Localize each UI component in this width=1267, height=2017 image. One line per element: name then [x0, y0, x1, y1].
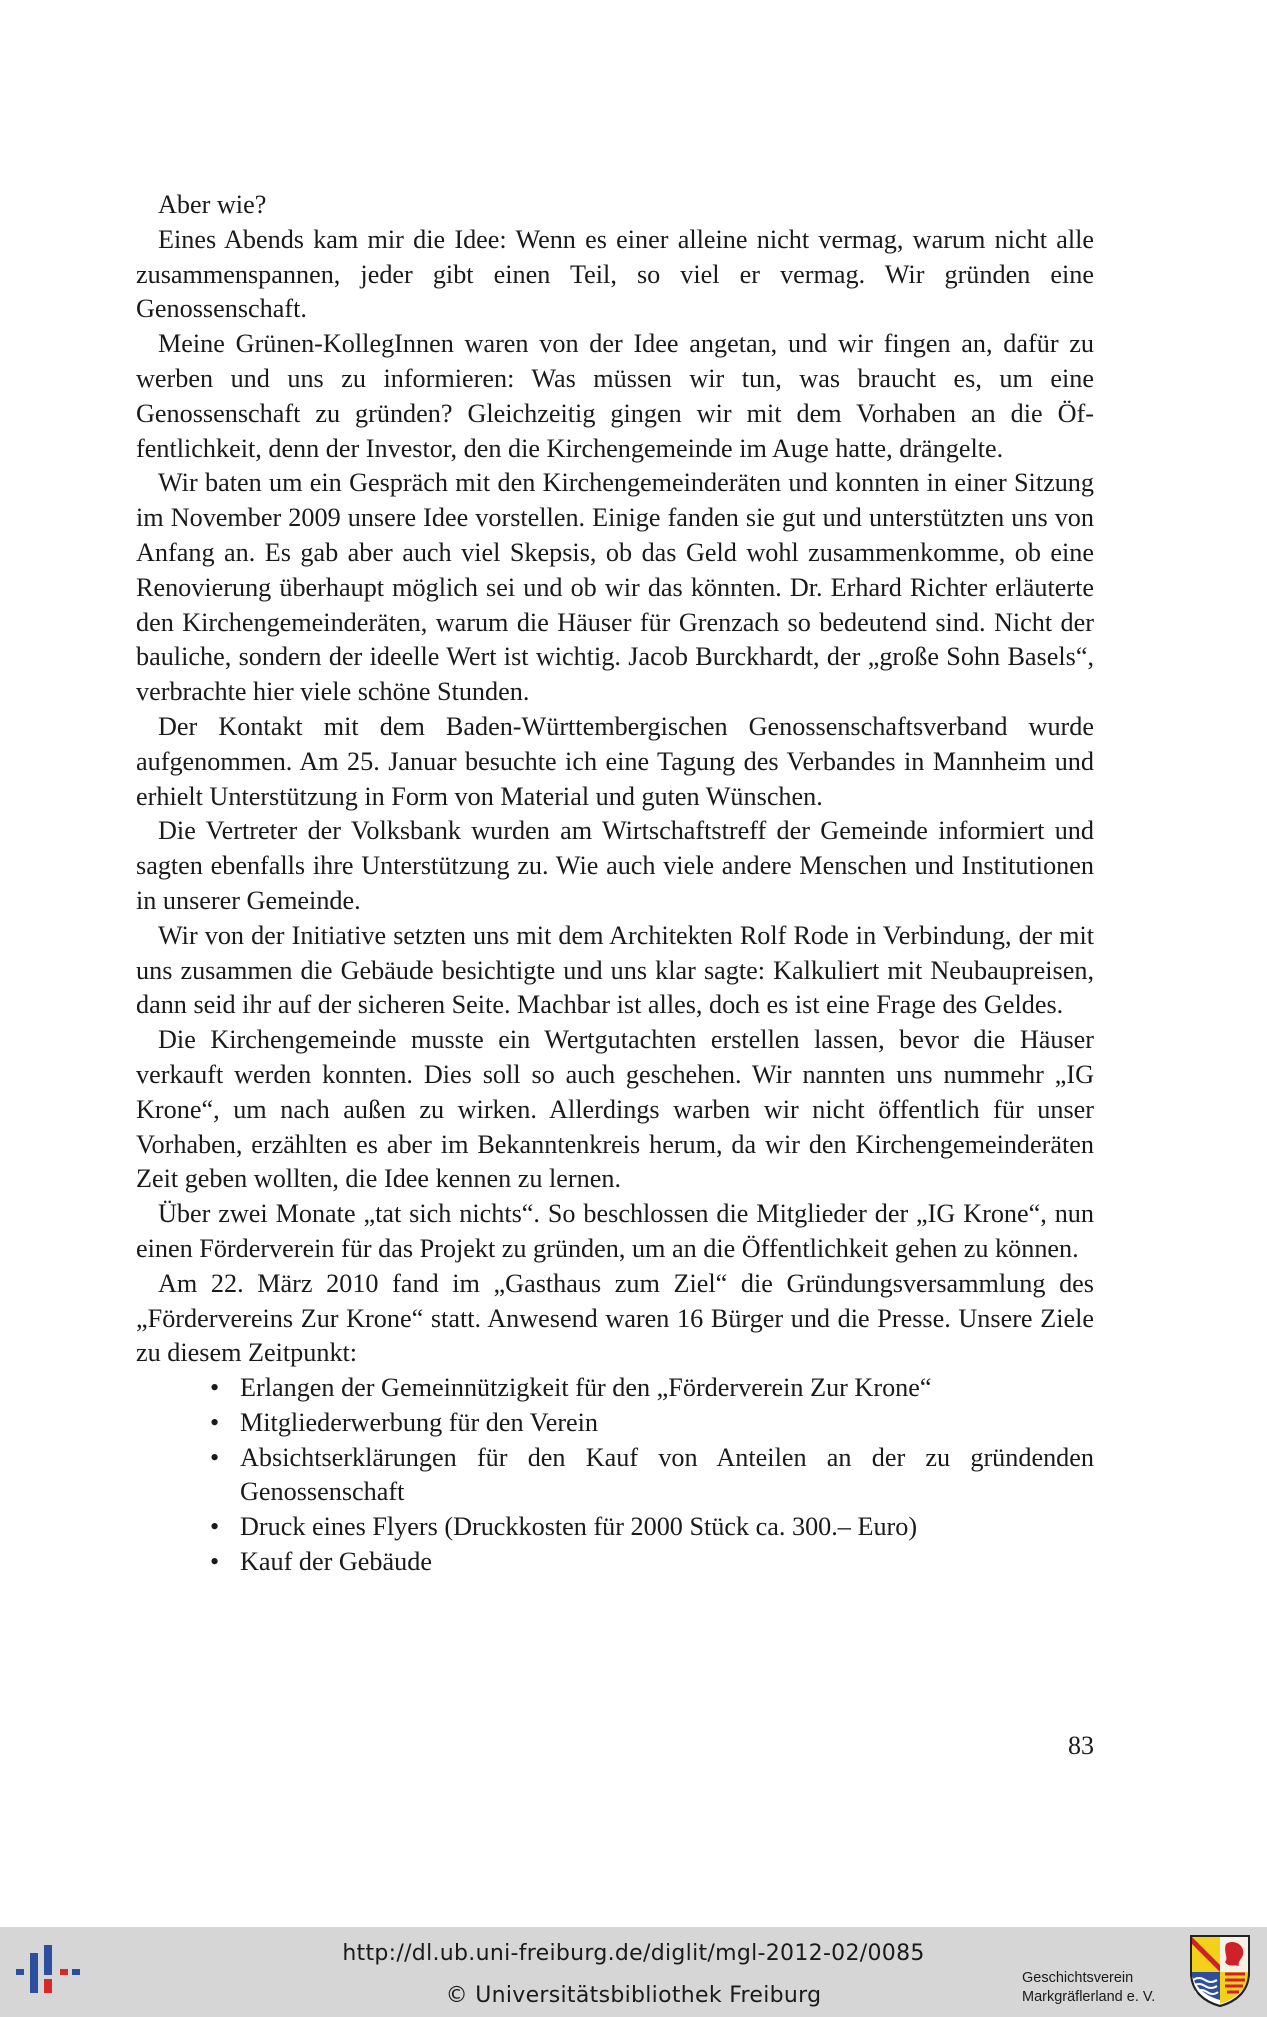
footer-copyright: © Universitätsbibliothek Freiburg	[445, 1983, 822, 2008]
paragraph: Wir baten um ein Gespräch mit den Kirchengemeinderäten und konnten in einer Sitzung im November 2009 unsere Idee vorstellen. Einige fanden sie gut und unterstützten uns von Anfang an. Es gab aber auch viel Skepsis, ob das Geld wohl zusammenkomme, ob eine Renovierung überhaupt möglich sei und ob wir das könnten. Dr. Erhard Richter erläuterte den Kirchengemeinderäten, warum die Häuser für Grenzach so bedeutend sind. Nicht der bauliche, sondern der ideelle Wert ist wichtig. Jacob Burckhardt, der „große Sohn Basels“, verbrachte hier viele schöne Stunden.	[136, 468, 1094, 707]
paragraph: Der Kontakt mit dem Baden-Württembergischen Genossenschaftsverband wurde aufgenommen. Am 25. Januar besuchte ich eine Tagung des Verbandes in Mannheim und erhielt Unterstützung in Form von Material und guten Wünschen.	[136, 711, 1094, 811]
footer-url-link[interactable]: http://dl.ub.uni-freiburg.de/diglit/mgl-2012-02/0085	[342, 1941, 925, 1966]
paragraph: Meine Grünen-KollegInnen waren von der Idee angetan, und wir fingen an, dafür zu werben und uns zu informieren: Was müssen wir tun, was braucht es, um eine Genossenschaft zu gründen? Gleichzeitig gingen wir mit dem Vorhaben an die Öffentlichkeit, denn der Investor, den die Kirchengemeinde im Auge hatte, drängelte.	[136, 329, 1094, 463]
bullet-icon: •	[210, 1512, 220, 1542]
list-item	[210, 1510, 1094, 1545]
list-item	[210, 1441, 1094, 1511]
list-item-text: Absichtserklärungen für den Kauf von Anteilen an der zu gründenden Genossenschaft	[240, 1442, 1094, 1507]
list-item-text: Mitgliederwerbung für den Verein	[240, 1407, 599, 1437]
list-item-text: Erlangen der Gemeinnützigkeit für den „Förderverein Zur Krone“	[240, 1373, 932, 1403]
paragraph: Am 22. März 2010 fand im „Gasthaus zum Ziel“ die Gründungsversammlung des „Fördervereins Zur Krone“ statt. Anwesend waren 16 Bürger und die Presse. Unsere Ziele zu diesem Zeitpunkt:	[136, 1268, 1094, 1368]
society-name-line: Geschichtsverein	[1022, 1970, 1134, 1986]
society-name	[1022, 1969, 1182, 2007]
paragraph: Die Kirchengemeinde musste ein Wertgutachten erstellen lassen, bevor die Häuser verkauft werden konnten. Dies soll so auch geschehen. Wir nannten uns nummehr „IG Krone“, um nach außen zu wirken. Allerdings warben wir nicht öffentlich für unser Vorhaben, erzählten es aber im Bekanntenkreis herum, da wir den Kirchengemeinderäten Zeit geben wollten, die Idee kennen zu lernen.	[136, 1025, 1094, 1194]
bullet-icon: •	[210, 1442, 220, 1472]
paragraph: Aber wie?	[158, 190, 267, 219]
page-body	[136, 188, 1094, 1580]
society-name-line: Markgräflerland e. V.	[1022, 1989, 1156, 2005]
coat-of-arms-icon	[1189, 1934, 1251, 2008]
paragraph: Die Vertreter der Volksbank wurden am Wirtschaftstreff der Gemeinde informiert und sagten ebenfalls ihre Unterstützung zu. Wie auch viele andere Menschen und Institutionen in unserer Gemeinde.	[136, 816, 1094, 915]
page-number: 83	[1068, 1731, 1094, 1760]
list-item-text: Druck eines Flyers (Druckkosten für 2000 Stück ca. 300.– Euro)	[240, 1512, 918, 1542]
bullet-icon: •	[210, 1407, 220, 1437]
list-item	[210, 1371, 1094, 1406]
list-item-text: Kauf der Gebäude	[240, 1547, 432, 1577]
paragraph: Über zwei Monate „tat sich nichts“. So beschlossen die Mitglieder der „IG Krone“, nun einen Förderverein für das Projekt zu gründen, um an die Öffentlichkeit gehen zu können.	[136, 1199, 1094, 1263]
paragraph: Eines Abends kam mir die Idee: Wenn es einer alleine nicht vermag, warum nicht alle zusammenspannen, jeder gibt einen Teil, so viel er vermag. Wir gründen eine Genossenschaft.	[136, 224, 1094, 324]
goals-list	[136, 1371, 1094, 1580]
paragraph: Wir von der Initiative setzten uns mit dem Architekten Rolf Rode in Verbindung, der mit uns zusammen die Gebäude besichtigte und uns klar sagte: Kalkuliert mit Neubaupreisen, dann seid ihr auf der sicheren Seite. Machbar ist alles, doch es ist eine Frage des Geldes.	[136, 920, 1094, 1020]
bullet-icon: •	[210, 1373, 220, 1403]
bullet-icon: •	[210, 1547, 220, 1577]
list-item	[210, 1545, 1094, 1580]
list-item	[210, 1406, 1094, 1441]
